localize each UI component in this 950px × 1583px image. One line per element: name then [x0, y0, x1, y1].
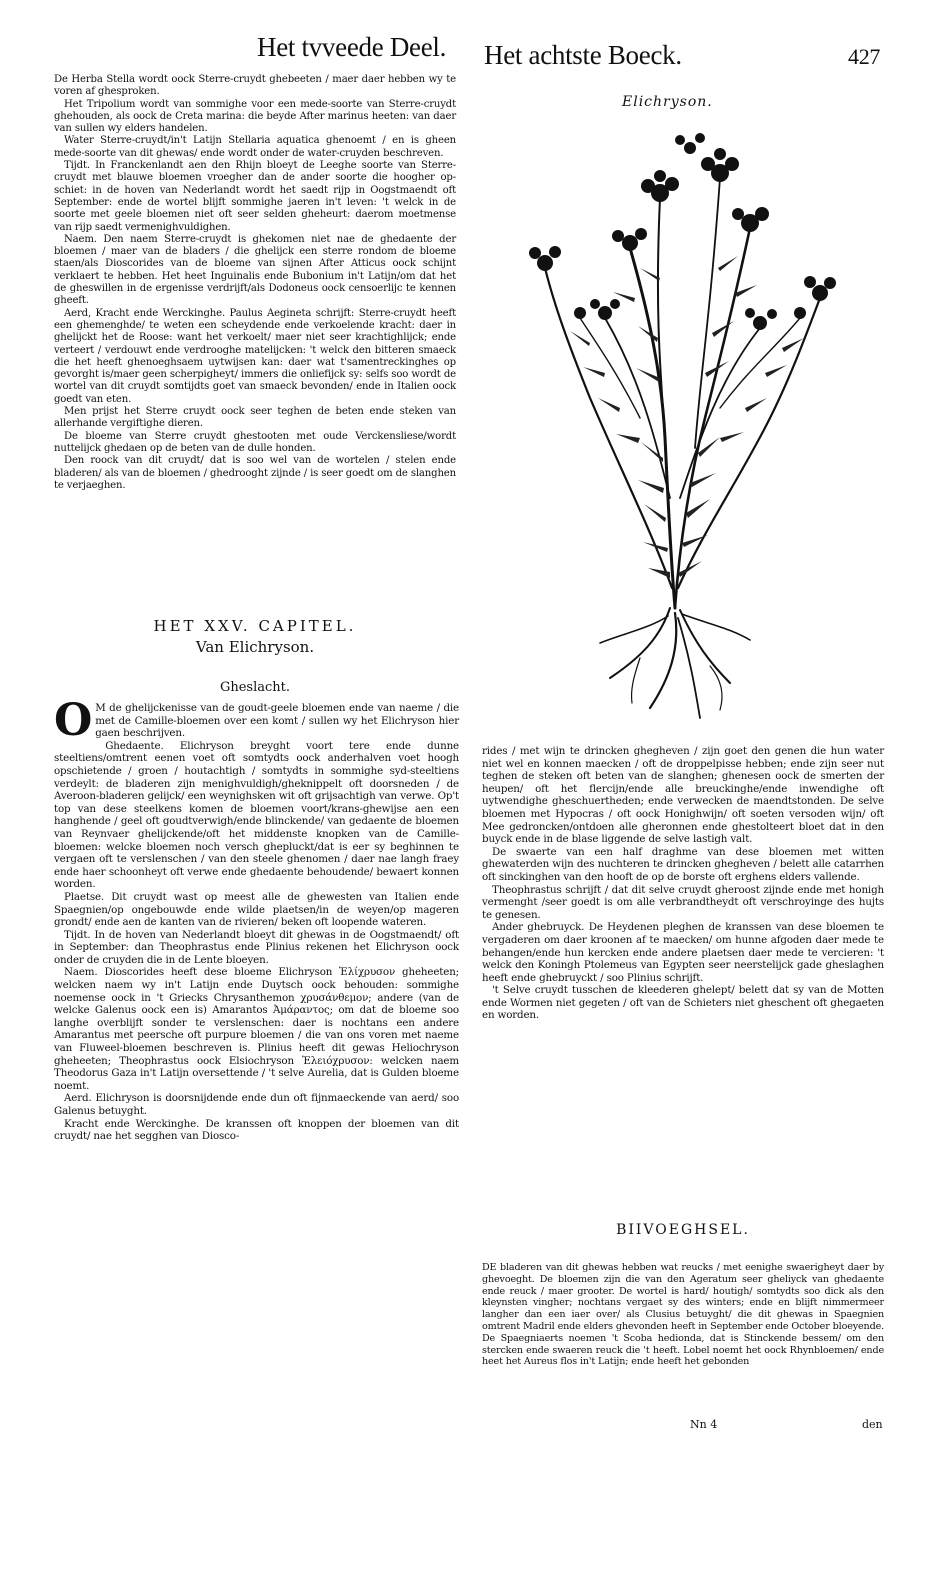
paragraph: Plaetse. Dit cruydt wast op meest alle de ghewesten van Italien ende Spaegnien/op ongebouwde ende wilde plaetsen/in de weyen/op mageren grondt/ ende aen de kanten van de rivieren/ beken oft loopende wateren. [54, 890, 459, 929]
chapter-title: Van Elichryson. [195, 638, 315, 656]
bijvoeghsel-text [482, 1262, 884, 1368]
paragraph: De Herba Stella wordt oock Sterre-cruydt ghebeeten / maer daer hebben wy te voren af ghesproken. [54, 74, 456, 98]
header-right: Het achtste Boeck. [484, 40, 682, 70]
paragraph: Tijdt. In de hoven van Nederlandt bloeyt dit ghewas in de Oogstmaendt/ oft in September: dan Theophrastus ende Plinius rekenen het Elichryson oock onder de cruyden die in de Lente bloeyen. [54, 928, 459, 966]
left-column-upper [54, 74, 456, 492]
paragraph: De bloeme van Sterre cruydt ghestooten met oude Verckensliese/wordt nuttelijck ghedaen op de beten van de dulle honden. [54, 430, 456, 454]
page-number: 427 [848, 44, 881, 69]
bijvoeghsel-title: BIIVOEGHSEL. [616, 1222, 750, 1238]
paragraph: Men prijst het Sterre cruydt oock seer teghen de beten ende steken van allerhande vergiftighe dieren. [54, 406, 456, 430]
paragraph: M de ghelijckenisse van de goudt-geele bloemen ende van naeme / die met de Camille-bloemen over een komt / sullen wy het Elichryson hier gaen beschrijven. [95, 702, 459, 740]
paragraph: DE bladeren van dit ghewas hebben wat reucks / met eenighe swaerigheyt daer by ghevoeght. De bloemen zijn die van den Ageratum seer gheliyck van ghedaente ende reuck / maer grooter. De wortel is hard/ houtigh/ somtydts soo dick als den kleynsten vingher; nochtans vergaet sy des winters; ende en blijft nimmermeer langher dan een iaer over/ als Clusius betuyght/ die dit ghewas in Spaegnien omtrent Madril ende elders ghevonden heeft in September ende October bloeyende. De Spaegniaerts noemen 't Scoba hedionda, dat is Stinckende bessem/ om den stercken ende swaeren reuck die 't heeft. Lobel noemt het oock Rhynbloemen/ ende heet het Aureus flos in't Latijn; ende heeft het gebonden [482, 1262, 884, 1368]
chapter-number: HET XXV. CAPITEL. [153, 617, 357, 635]
drop-cap: O [54, 695, 93, 746]
paragraph: Den roock van dit cruydt/ dat is soo wel van de wortelen / stelen ende bladeren/ als van de bloemen / ghedrooght zijnde / is seer goedt om de slanghen te verjaeghen. [54, 455, 456, 491]
paragraph: Aerd, Kracht ende Werckinghe. Paulus Aegineta schrijft: Sterre-cruydt heeft een ghemenghde/ te weten een scheydende ende verkoelende kracht: daer in ghelijckt het de Roose: want het verkoelt/ maer niet seer krachtighlijck; ende verteert / verdouwt ende verdrooghe matelijcken: 't welck den bitteren smaeck die het heeft ghenoeghsaem uytwijsen kan: daer wat t'samentreckinghes op gevorght is/maer geen scherpigheyt/ immers die onliefijck sy: selfs soo wordt de wortel van dit cruydt somtijdts goet van smaeck bevonden/ ende in Italien oock goedt van eten. [54, 307, 456, 405]
chapter-body [54, 695, 459, 1143]
paragraph: Water Sterre-cruydt/in't Latijn Stellaria aquatica ghenoemt / en is gheen mede-soorte van dit ghewas/ ende wordt onder de water-cruyden beschreven. [54, 135, 456, 159]
section-heading: Gheslacht. [219, 680, 291, 695]
paragraph: Tijdt. In Franckenlandt aen den Rhijn bloeyt de Leeghe soorte van Sterre-cruydt met blauwe bloemen vroegher dan de ander soorte die hoogher op-schiet: in de hoven van Nederlandt wordt het saedt rijp in Oogstmaendt oft September: ende de wortel blijft sommighe jaeren in't leven: 't welck in de soorte met geele bloemen niet oft seer selden gheheurt: daerom moetmense van rijp saedt vermenighvuldighen. [54, 160, 456, 233]
paragraph: 't Selve cruydt tusschen de kleederen ghelept/ belett dat sy van de Motten ende Wormen niet gegeten / oft van de Schieters niet gheschent oft ghegaeten en worden. [482, 984, 884, 1022]
paragraph: Het Tripolium wordt van sommighe voor een mede-soorte van Sterre-cruydt ghehouden, als oock de Creta marina: die beyde After marinus heeten: van daer van sullen wy elders handelen. [54, 98, 456, 135]
plant-illustration [520, 118, 860, 728]
figure-caption: Elichryson. [622, 94, 713, 110]
paragraph: Kracht ende Werckinghe. De kranssen oft knoppen der bloemen van dit cruydt/ nae het segghen van Diosco- [54, 1117, 459, 1143]
right-column [482, 745, 884, 1022]
paragraph: Theophrastus schrijft / dat dit selve cruydt gheroost zijnde ende met honigh vermenght /seer goedt is om alle verbrandtheydt oft verschroyinge des hujts te genesen. [482, 883, 884, 921]
signature-mark: Nn 4 [690, 1418, 718, 1431]
paragraph: Ghedaente. Elichryson breyght voort tere ende dunne steeltiens/omtrent eenen voet oft somtydts oock anderhalven voet hoogh opschietende / groen / houtachtigh / somtydts in sommighe syd-steeltiens verdeylt: de bladeren zijn menighvuldigh/gheknippelt oft doorsneden / de Averoon-bladeren gelijck/ een weynighsken wit oft grijsachtigh van verwe. Op't top van dese steelkens komen de bloemen voort/krans-ghewijse aen een hanghende / geel oft goudtverwigh/ende blinckende/ van gedaente de bloemen van Reynvaer ghelijckende/oft het middenste knopken van de Camille-bloemen: welcke bloemen noch versch ghepluckt/dat is eer sy beghinnen te vergaen oft te verslenschen / van den steele ghenomen / daer nae langh fraey ende haer schoonheyt oft verwe ende ghedaente behoudende/ bewaert konnen worden. [54, 739, 459, 891]
paragraph: rides / met wijn te drincken ghegheven / zijn goet den genen die hun water niet wel en konnen maecken / oft de droppelpisse hebben; ende zijn seer nut teghen de steken oft beten van de slanghen; ghenesen oock de smerten der heupen/ oft het flercijn/ende alle breuckinghe/ende inwendighe oft uytwendighe gheschuertheden; ende verwecken de maendtstonden. De selve bloemen met Hypocras / oft oock Honighwijn/ oft soeten versoden wijn/ oft Mee gedroncken/ontdoen alle gheronnen ende ghestolteert bloet dat in den buyck ende in de blase liggende de selve lastigh valt. [482, 745, 884, 846]
paragraph: Aerd. Elichryson is doorsnijdende ende dun oft fijnmaeckende van aerd/ soo Galenus betuyght. [54, 1092, 459, 1117]
paragraph: Ander ghebruyck. De Heydenen pleghen de kranssen van dese bloemen te vergaderen om daer kroonen af te maecken/ om hunne afgoden daer mede te behangen/ende hun kercken ende andere plaetsen daer mede te vercieren: 't welck den Koningh Ptolemeus van Egypten seer neerstelijck gade gheslaghen heeft ende ghebruyckt / soo Plinius schrijft. [482, 921, 884, 984]
paragraph: De swaerte van een half draghme van dese bloemen met witten ghewaterden wijn des nuchteren te drincken ghegheven / belett alle catarrhen oft sinckinghen van den hooft de op de borste oft erghens elders vallende. [482, 845, 884, 883]
header-left: Het tvveede Deel. [257, 32, 447, 62]
catchword: den [862, 1418, 883, 1431]
paragraph: Naem. Dioscorides heeft dese bloeme Elichryson Ἑλίχρυσον gheheeten; welcken naem wy in't Latijn ende Duytsch oock behouden: sommighe noemense oock in 't Griecks Chrysanthemon χρυσάνθεμον; andere (van de welcke Galenus oock een is) Amarantos Ἀμάραντος; om dat de bloeme soo langhe overblijft sonder te verslenschen: daer is nochtans een andere Amarantus met peersche oft purpure bloemen / die van ons voren met naeme van Fluweel-bloemen beschreven is. Plinius heeft dit gewas Heliochryson gheheeten; Theophrastus oock Elsiochryson Ἐλειόχρυσον: welcken naem Theodorus Gaza in't Latijn oversettende / 't selve Aurelia, dat is Gulden bloeme noemt. [54, 966, 459, 1092]
paragraph: Naem. Den naem Sterre-cruydt is ghekomen niet nae de ghedaente der bloemen / maer van de bladers / die ghelijck een sterre rondom de bloeme staen/als Dioscorides van de bloeme van sijnen After Atticus oock schijnt verklaert te hebben. Het heet Inguinalis ende Bubonium in't Latijn/om dat het de gheswillen in de ergenisse verdrijft/als Dodoneus oock censoerlijc te kennen gheeft. [54, 233, 456, 307]
